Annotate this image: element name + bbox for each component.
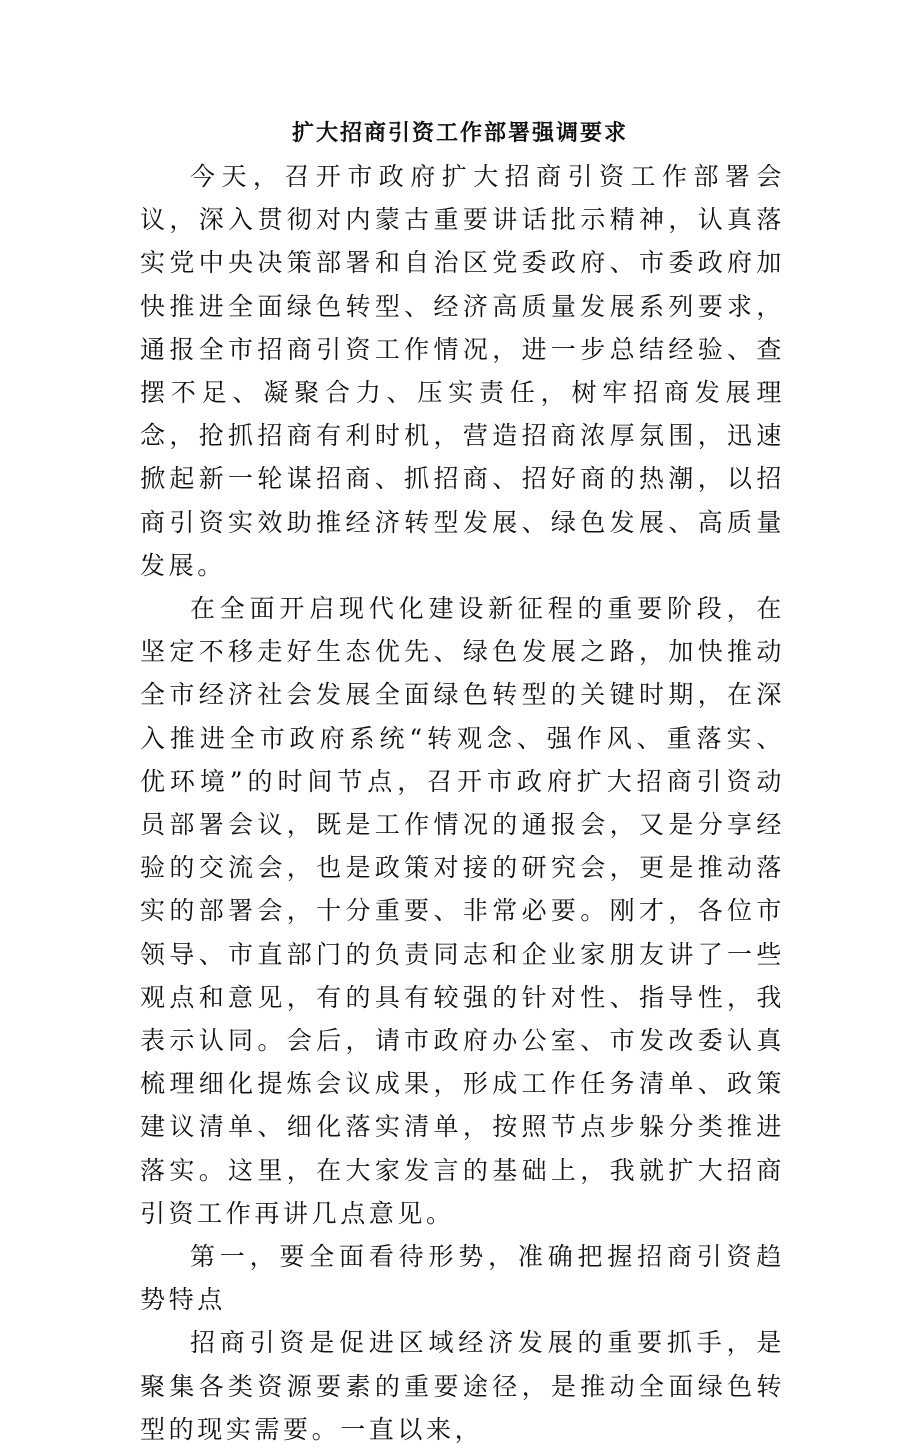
paragraph-intro: 今天，召开市政府扩大招商引资工作部署会议，深入贯彻对内蒙古重要讲话批示精神，认真落实党中央决策部署和自治区党委政府、市委政府加快推进全面绿色转型、经济高质量发展系列要求，通报全市招商引资工作情况，进一步总结经验、查摆不足、凝聚合力、压实责任，树牢招商发展理念，抢抓招商有利时机，营造招商浓厚氛围，迅速掀起新一轮谋招商、抓招商、招好商的热潮，以招商引资实效助推经济转型发展、绿色发展、高质量发展。: [140, 162, 785, 580]
paragraph-section-first: 招商引资是促进区域经济发展的重要抓手，是聚集各类资源要素的重要途径，是推动全面绿色转型的现实需要。一直以来，: [140, 1328, 785, 1444]
section-heading-first: 第一，要全面看待形势，准确把握招商引资趋势特点: [140, 1242, 785, 1315]
paragraph-context: 在全面开启现代化建设新征程的重要阶段，在坚定不移走好生态优先、绿色发展之路，加快推动全市经济社会发展全面绿色转型的关键时期，在深入推进全市政府系统“转观念、强作风、重落实、优环境”的时间节点，召开市政府扩大招商引资动员部署会议，既是工作情况的通报会，又是分享经验的交流会，也是政策对接的研究会，更是推动落实的部署会，十分重要、非常必要。刚才，各位市领导、市直部门的负责同志和企业家朋友讲了一些观点和意见，有的具有较强的针对性、指导性，我表示认同。会后，请市政府办公室、市发改委认真梳理细化提炼会议成果，形成工作任务清单、政策建议清单、细化落实清单，按照节点步躲分类推进落实。这里，在大家发言的基础上，我就扩大招商引资工作再讲几点意见。: [140, 594, 785, 1228]
document-body: [140, 155, 785, 1451]
document-title: 扩大招商引资工作部署强调要求: [291, 120, 628, 146]
